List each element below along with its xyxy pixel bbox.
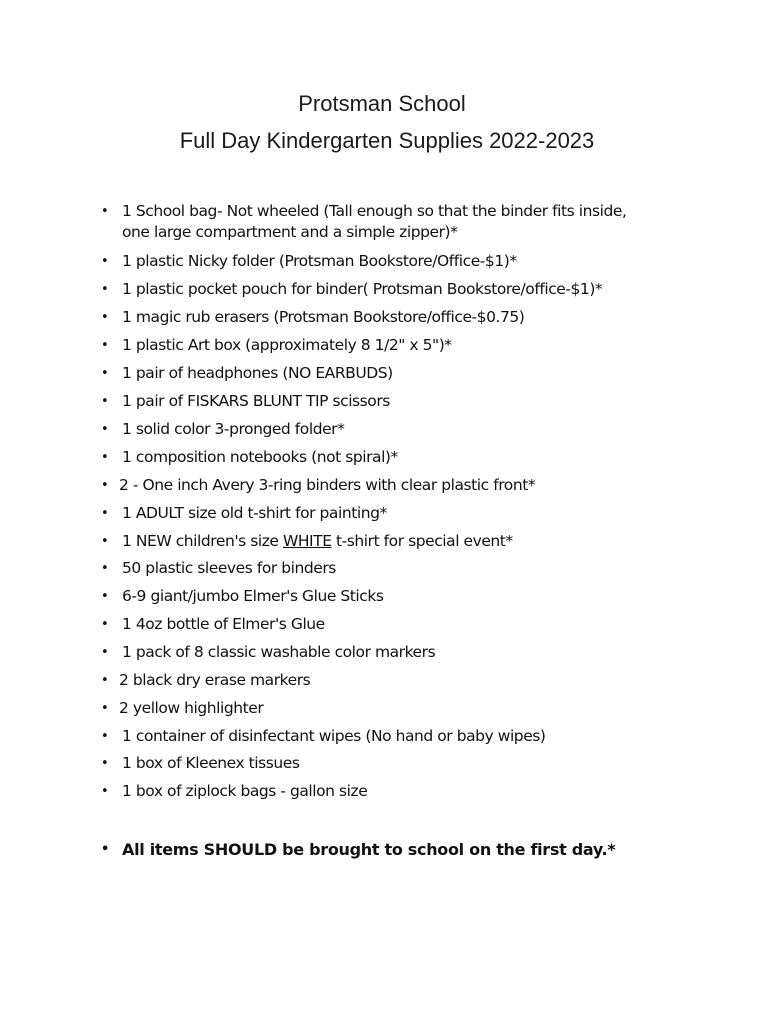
bullet-icon: •	[101, 645, 109, 660]
supply-item	[101, 475, 701, 496]
bullet-icon: •	[101, 450, 109, 465]
supply-item-text: 1 pair of headphones (NO EARBUDS)	[122, 364, 393, 382]
bullet-icon: •	[101, 561, 109, 576]
supply-item	[101, 503, 701, 524]
bullet-icon: •	[101, 394, 109, 409]
supply-item-text: 1 pack of 8 classic washable color markers	[122, 643, 436, 661]
bullet-icon: •	[101, 478, 109, 493]
supply-item-text: 50 plastic sleeves for binders	[122, 559, 336, 577]
supply-item-text: 1 plastic Art box (approximately 8 1/2" x 5")*	[122, 336, 452, 354]
supply-item-text: 1 box of ziplock bags - gallon size	[122, 782, 368, 800]
supply-item-text: 2 black dry erase markers	[119, 671, 311, 689]
supply-item	[101, 201, 701, 243]
school-name: Protsman School	[298, 91, 466, 116]
supply-item	[101, 419, 701, 440]
bullet-icon: •	[101, 366, 109, 381]
supply-item	[101, 698, 701, 719]
underlined-emphasis: WHITE	[282, 532, 332, 550]
bullet-icon: •	[101, 422, 109, 437]
supply-item-text: 1 composition notebooks (not spiral)*	[122, 448, 398, 466]
bullet-icon: •	[101, 673, 109, 688]
bullet-icon: •	[101, 784, 109, 799]
bullet-icon: •	[101, 204, 109, 219]
supply-item	[101, 670, 701, 691]
bullet-icon: •	[101, 282, 109, 297]
supply-item	[101, 558, 701, 579]
supply-item	[101, 251, 701, 272]
bullet-icon: •	[101, 842, 110, 857]
supply-item-text-start: 1 NEW children's size	[122, 532, 283, 550]
supply-item-text: 1 ADULT size old t-shirt for painting*	[122, 504, 387, 522]
bullet-icon: •	[101, 338, 109, 353]
supply-item	[101, 726, 701, 747]
supply-item-text	[122, 531, 701, 552]
bullet-icon: •	[101, 701, 109, 716]
supply-item-text: 1 magic rub erasers (Protsman Bookstore/office-$0.75)	[122, 308, 525, 326]
supply-item-text: 6-9 giant/jumbo Elmer's Glue Sticks	[122, 587, 384, 605]
bullet-icon: •	[101, 534, 109, 549]
supply-item-text: 2 yellow highlighter	[119, 699, 264, 717]
bullet-icon: •	[101, 589, 109, 604]
supply-item-text: 1 solid color 3-pronged folder*	[122, 420, 345, 438]
supply-item-text: 1 container of disinfectant wipes (No hand or baby wipes)	[122, 727, 546, 745]
document-title: Full Day Kindergarten Supplies 2022-2023	[179, 128, 595, 153]
supply-item	[101, 642, 701, 663]
supply-item	[101, 335, 701, 356]
final-note-text: All items SHOULD be brought to school on the first day.*	[122, 840, 616, 859]
bullet-icon: •	[101, 729, 109, 744]
supply-item	[101, 753, 701, 774]
bullet-icon: •	[101, 506, 109, 521]
supply-item-text: 1 plastic Nicky folder (Protsman Bookstore/Office-$1)*	[122, 252, 517, 270]
supply-item-text: 1 plastic pocket pouch for binder( Protsman Bookstore/office-$1)*	[122, 280, 603, 298]
supply-item	[101, 391, 701, 412]
supply-item-text-line2: one large compartment and a simple zipper)*	[122, 223, 458, 241]
supply-item	[101, 279, 701, 300]
bullet-icon: •	[101, 310, 109, 325]
bullet-icon: •	[101, 617, 109, 632]
supply-item	[101, 614, 701, 635]
supply-item	[101, 531, 701, 552]
supply-item-text: 1 4oz bottle of Elmer's Glue	[122, 615, 325, 633]
supply-item	[101, 781, 701, 802]
supply-item-text-end: t-shirt for special event*	[331, 532, 513, 550]
final-note	[101, 839, 741, 861]
bullet-icon: •	[101, 254, 109, 269]
supply-item-text: 1 pair of FISKARS BLUNT TIP scissors	[122, 392, 390, 410]
supply-item	[101, 363, 701, 384]
supply-item-text: 1 box of Kleenex tissues	[122, 754, 300, 772]
supply-item	[101, 586, 701, 607]
supply-item-text-line1: 1 School bag- Not wheeled (Tall enough so that the binder fits inside,	[122, 202, 627, 220]
supply-item	[101, 307, 701, 328]
supply-item	[101, 447, 701, 468]
bullet-icon: •	[101, 756, 109, 771]
supply-item-text: 2 - One inch Avery 3-ring binders with clear plastic front*	[119, 476, 536, 494]
